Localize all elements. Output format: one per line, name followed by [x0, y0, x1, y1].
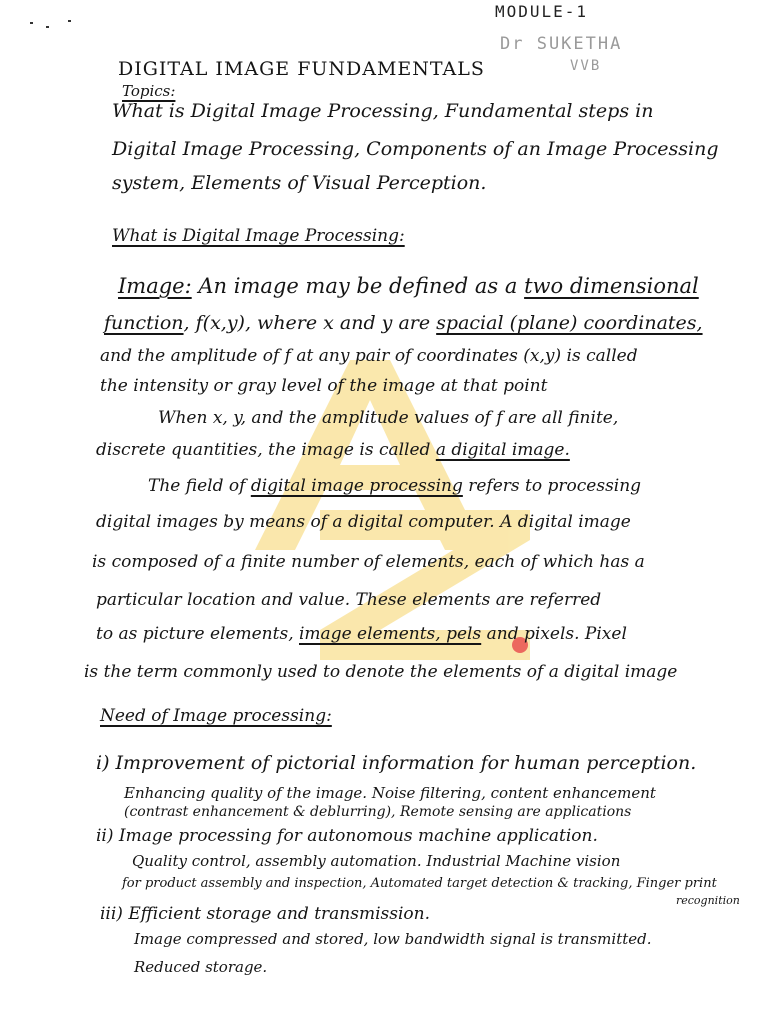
paragraph-line	[148, 476, 641, 496]
stamp-sub: VVB	[570, 58, 602, 74]
text-span: discrete quantities, the image is called	[96, 440, 431, 460]
need-item-detail: Reduced storage.	[134, 958, 268, 976]
text-span: An image may be defined as a	[198, 274, 518, 298]
underlined-term: function	[104, 312, 184, 334]
underlined-term: spacial (plane) coordinates,	[436, 312, 703, 334]
need-item-detail: recognition	[676, 894, 740, 907]
scan-speck	[46, 26, 49, 28]
paragraph-line: When x, y, and the amplitude values of f are all finite,	[158, 408, 619, 428]
paragraph-line: is composed of a finite number of elements, each of which has a	[92, 552, 645, 572]
paragraph-line: particular location and value. These elements are referred	[96, 590, 602, 610]
underlined-term: digital image processing	[250, 476, 463, 496]
need-item-detail: (contrast enhancement & deblurring), Remote sensing are applications	[124, 804, 632, 820]
topics-line: system, Elements of Visual Perception.	[112, 172, 487, 194]
text-span: The field of	[148, 476, 246, 496]
module-label: MODULE-1	[495, 2, 589, 21]
paragraph-line: is the term commonly used to denote the elements of a digital image	[84, 662, 678, 682]
need-item-detail: Enhancing quality of the image. Noise filtering, content enhancement	[124, 784, 656, 802]
image-definition-line	[104, 312, 703, 334]
section-heading: What is Digital Image Processing:	[112, 226, 405, 246]
need-item-detail: Quality control, assembly automation. Industrial Machine vision	[132, 852, 621, 870]
need-item-detail: Image compressed and stored, low bandwidth signal is transmitted.	[134, 930, 652, 948]
stamp-name: Dr SUKETHA	[500, 34, 623, 54]
text-span: , f(x,y), where x and y are	[183, 312, 431, 334]
paragraph-line	[96, 440, 570, 460]
need-heading: Need of Image processing:	[100, 706, 332, 726]
text-span: and pixels. Pixel	[486, 624, 627, 644]
underlined-term: a digital image.	[435, 440, 570, 460]
watermark-logo	[230, 360, 560, 660]
need-item-title: iii) Efficient storage and transmission.	[100, 904, 431, 924]
topics-line: What is Digital Image Processing, Fundamental steps in	[112, 100, 654, 122]
text-span: refers to processing	[468, 476, 642, 496]
scan-speck	[68, 20, 71, 22]
image-definition-line: the intensity or gray level of the image at that point	[100, 376, 548, 396]
paragraph-line: digital images by means of a digital computer. A digital image	[96, 512, 631, 532]
need-item-title: ii) Image processing for autonomous machine application.	[96, 826, 598, 846]
image-definition-line	[118, 274, 699, 298]
underlined-term: image elements, pels	[299, 624, 482, 644]
need-item-title: i) Improvement of pictorial information for human perception.	[96, 752, 697, 774]
need-item-detail: for product assembly and inspection, Automated target detection & tracking, Finger print	[122, 876, 717, 891]
image-label: Image:	[118, 274, 192, 298]
image-definition-line: and the amplitude of f at any pair of coordinates (x,y) is called	[100, 346, 638, 366]
topics-line: Digital Image Processing, Components of an Image Processing	[112, 138, 719, 160]
topics-label: Topics:	[122, 82, 176, 100]
page-title: DIGITAL IMAGE FUNDAMENTALS	[118, 58, 485, 80]
scan-speck	[30, 22, 33, 24]
text-span: to as picture elements,	[96, 624, 294, 644]
paragraph-line	[96, 624, 627, 644]
underlined-term: two dimensional	[524, 274, 699, 298]
